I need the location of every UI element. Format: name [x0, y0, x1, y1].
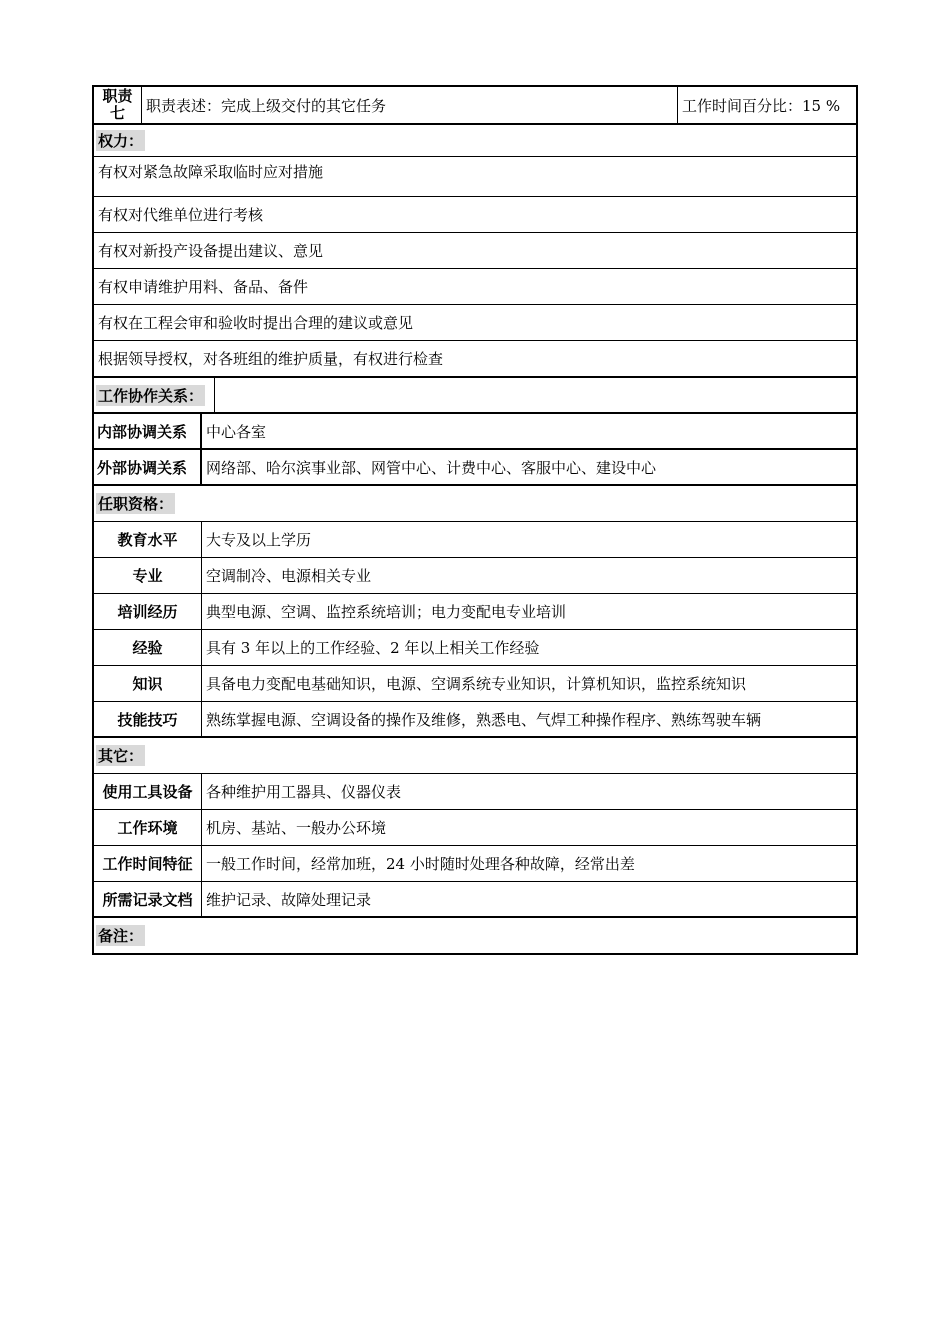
cooperation-title: 工作协作关系： [98, 386, 204, 405]
duty-number-cell [94, 87, 142, 123]
cooperation-row-internal [92, 414, 858, 450]
qualification-row [92, 522, 858, 558]
cooperation-row-external [92, 450, 858, 486]
authority-item-row [92, 233, 858, 269]
other-value: 一般工作时间，经常加班，24 小时随时处理各种故障，经常出差 [206, 855, 635, 873]
qualification-title: 任职资格： [98, 495, 174, 513]
authority-title-cell [94, 125, 856, 156]
other-row [92, 846, 858, 882]
authority-item: 有权申请维护用料、备品、备件 [98, 278, 309, 296]
other-title: 其它： [98, 747, 144, 765]
other-value: 各种维护用工器具、仪器仪表 [206, 783, 402, 801]
cooperation-value: 网络部、哈尔滨事业部、网管中心、计费中心、客服中心、建设中心 [206, 458, 657, 477]
other-header-row [92, 738, 858, 774]
authority-item: 根据领导授权，对各班组的维护质量，有权进行检查 [98, 350, 444, 368]
qualification-label: 教育水平 [94, 522, 202, 557]
authority-item-row [92, 341, 858, 378]
remarks-title: 备注： [98, 927, 144, 945]
qualification-value: 具有 3 年以上的工作经验、2 年以上相关工作经验 [206, 639, 540, 657]
remarks-row [92, 918, 858, 955]
qualification-row [92, 558, 858, 594]
qualification-value: 具备电力变配电基础知识，电源、空调系统专业知识，计算机知识，监控系统知识 [206, 675, 747, 693]
qualification-row [92, 594, 858, 630]
qualification-row [92, 702, 858, 738]
qualification-label: 专业 [94, 558, 202, 593]
qualification-label: 技能技巧 [94, 702, 202, 736]
other-row [92, 774, 858, 810]
authority-item-row [92, 269, 858, 305]
authority-title: 权力： [98, 132, 144, 150]
qualification-header-row [92, 486, 858, 522]
authority-header-row [92, 125, 858, 157]
cooperation-label: 内部协调关系 [94, 414, 202, 448]
authority-item: 有权对代维单位进行考核 [98, 206, 264, 224]
job-description-table [92, 85, 858, 955]
other-row [92, 882, 858, 918]
qualification-row [92, 666, 858, 702]
qualification-value: 空调制冷、电源相关专业 [206, 567, 372, 585]
qualification-value: 大专及以上学历 [206, 531, 312, 549]
remarks-title-cell [94, 918, 856, 953]
cooperation-label: 外部协调关系 [94, 450, 202, 484]
other-title-cell [94, 738, 856, 773]
authority-item: 有权对新投产设备提出建议、意见 [98, 242, 324, 260]
duty-label-line1: 职责 [102, 87, 133, 105]
other-label: 所需记录文档 [94, 882, 202, 916]
authority-item: 有权在工程会审和验收时提出合理的建议或意见 [98, 314, 414, 332]
authority-item-row [92, 305, 858, 341]
cooperation-title-cell [94, 378, 215, 412]
other-value: 机房、基站、一般办公环境 [206, 819, 387, 837]
other-label: 工作时间特征 [94, 846, 202, 881]
duty-time-percent: 工作时间百分比：15 % [682, 96, 841, 115]
qualification-label: 经验 [94, 630, 202, 665]
qualification-value: 典型电源、空调、监控系统培训；电力变配电专业培训 [206, 603, 567, 621]
other-label: 使用工具设备 [94, 774, 202, 809]
cooperation-title-blank [215, 378, 856, 412]
other-row [92, 810, 858, 846]
qualification-label: 知识 [94, 666, 202, 701]
authority-item-row [92, 157, 858, 197]
authority-item-row [92, 197, 858, 233]
duty-label-line2: 七 [109, 104, 125, 122]
qualification-row [92, 630, 858, 666]
other-label: 工作环境 [94, 810, 202, 845]
qualification-title-cell [94, 486, 856, 521]
qualification-label: 培训经历 [94, 594, 202, 629]
duty-row [92, 85, 858, 125]
cooperation-value: 中心各室 [206, 422, 267, 441]
qualification-value: 熟练掌握电源、空调设备的操作及维修，熟悉电、气焊工种操作程序、熟练驾驶车辆 [206, 710, 762, 729]
duty-description: 职责表述：完成上级交付的其它任务 [142, 87, 678, 123]
other-value: 维护记录、故障处理记录 [206, 890, 372, 909]
cooperation-header-row [92, 378, 858, 414]
authority-item: 有权对紧急故障采取临时应对措施 [98, 163, 324, 181]
